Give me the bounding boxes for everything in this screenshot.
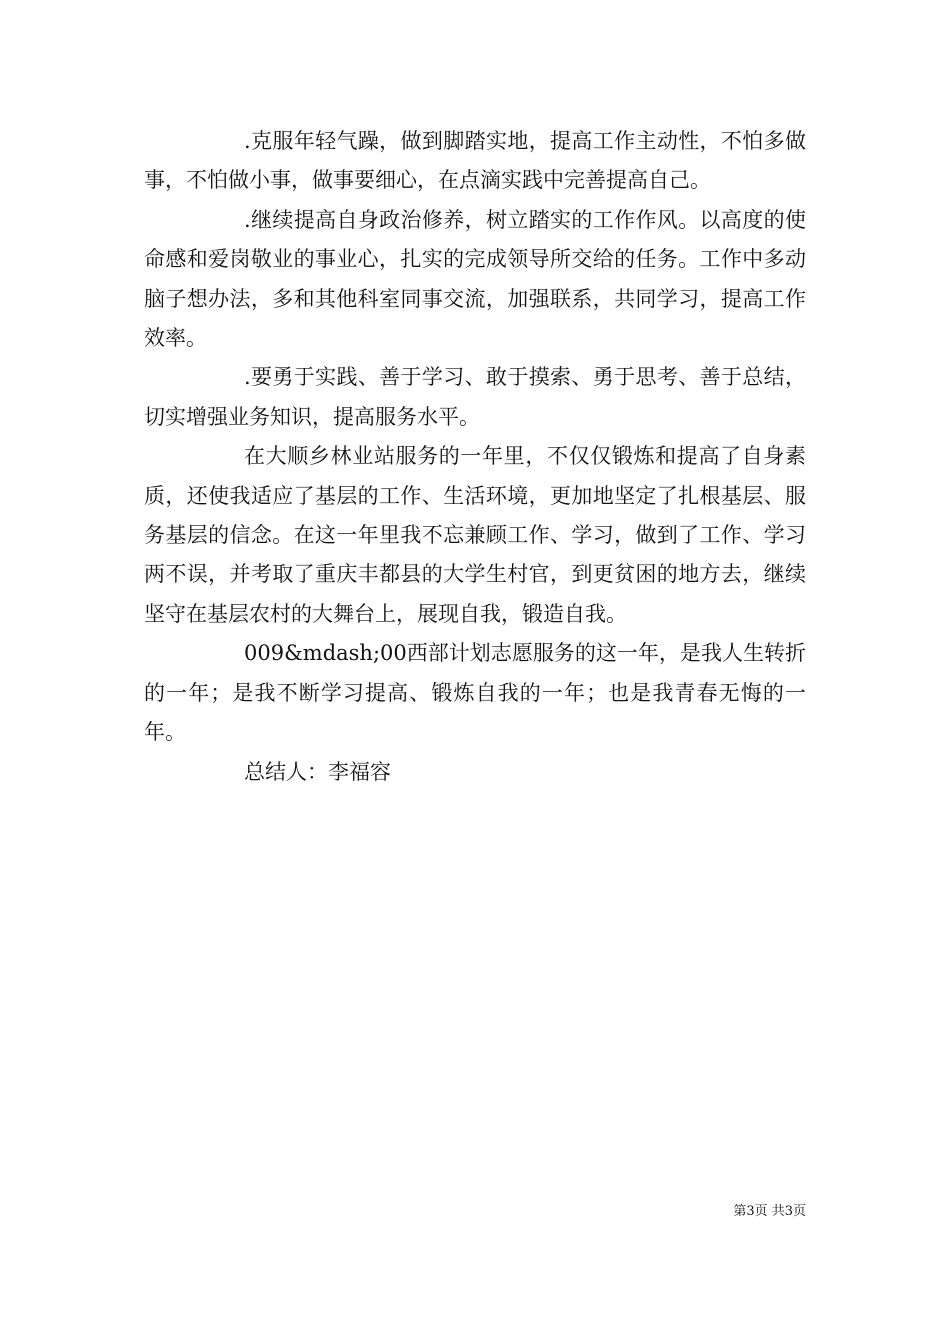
paragraph-overcome-impetuosity: .克服年轻气躁，做到脚踏实地，提高工作主动性，不怕多做事，不怕做小事，做事要细心，在点滴实践中完善提高自己。 — [144, 129, 806, 193]
paragraph-brave-practice: .要勇于实践、善于学习、敢于摸索、勇于思考、善于总结，切实增强业务知识，提高服务水平。 — [144, 365, 806, 429]
signature-line: 总结人：李福容 — [244, 759, 391, 784]
paragraph-political-cultivation: .继续提高自身政治修养，树立踏实的工作作风。以高度的使命感和爱岗敬业的事业心，扎实的完成领导所交给的任务。工作中多动脑子想办法，多和其他科室同事交流，加强联系，共同学习，提高工作效率。 — [144, 207, 806, 351]
paragraph-western-plan-year: 009&mdash;00西部计划志愿服务的这一年，是我人生转折的一年；是我不断学习提高、锻炼自我的一年；也是我青春无悔的一年。 — [144, 641, 806, 745]
paragraph-forestry-station-service: 在大顺乡林业站服务的一年里，不仅仅锻炼和提高了自身素质，还使我适应了基层的工作、生活环境，更加地坚定了扎根基层、服务基层的信念。在这一年里我不忘兼顾工作、学习，做到了工作、学习两不误，并考取了重庆丰都县的大学生村官，到更贫困的地方去，继续坚守在基层农村的大舞台上，展现自我，锻造自我。 — [144, 444, 806, 626]
document-body — [144, 122, 806, 792]
page-number-footer: 第3页 共3页 — [733, 1204, 806, 1219]
